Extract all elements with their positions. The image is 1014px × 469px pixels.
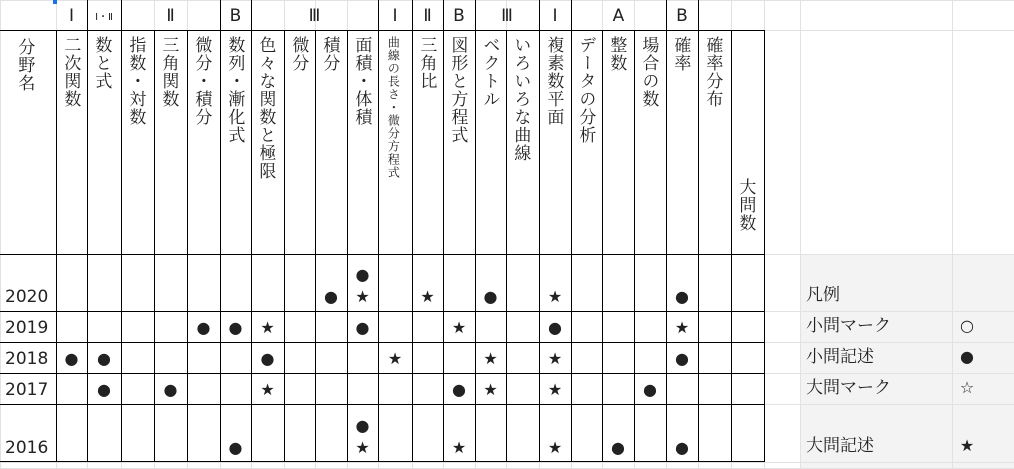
mark-symbol: ★	[260, 318, 275, 337]
column-border	[378, 30, 379, 462]
column-header: 大問数	[735, 178, 756, 232]
mark-symbol: ●	[163, 380, 178, 399]
column-header: 微分・積分	[191, 36, 212, 126]
row-border	[0, 311, 765, 312]
legend-item-label: 小問マーク	[806, 316, 891, 336]
column-header: データの分析	[575, 36, 596, 144]
year-label: 2020	[5, 287, 49, 307]
mark-symbol: ●	[64, 349, 79, 368]
column-border	[347, 30, 348, 462]
year-label: 2018	[5, 349, 49, 369]
legend-item-symbol: ★	[959, 436, 975, 455]
column-border	[284, 30, 285, 462]
group-label: Ⅱ	[423, 6, 432, 26]
legend-item-label: 大問マーク	[806, 378, 891, 398]
column-header: 色々な関数と極限	[255, 36, 276, 180]
mark-symbol: ★	[547, 380, 563, 399]
grid-col-line	[0, 0, 1, 468]
column-border	[506, 30, 507, 462]
column-header: 積分	[319, 36, 340, 72]
mark-symbol: ★	[355, 438, 370, 457]
group-label: Ⅰ	[68, 6, 74, 26]
mark-symbol: ●	[260, 349, 275, 368]
mark-symbol: ★	[674, 318, 690, 337]
mark-symbol: ★	[260, 380, 275, 399]
column-header: 三角関数	[158, 36, 179, 108]
group-label: Ⅰ	[552, 6, 558, 26]
mark-symbol: ●	[324, 287, 338, 306]
year-label: 2017	[5, 380, 49, 400]
column-header: 面積・体積	[351, 36, 372, 126]
group-label: A	[612, 6, 625, 26]
mark-symbol: ●	[675, 287, 689, 306]
column-border	[666, 30, 667, 462]
group-label: B	[453, 6, 465, 26]
mark-symbol: ★	[547, 287, 563, 306]
mark-symbol: ●	[355, 416, 370, 435]
mark-symbol: ●	[355, 265, 370, 284]
column-header: 指数・対数	[125, 36, 146, 126]
table-bottom-border	[0, 461, 765, 462]
column-header: 数と式	[91, 36, 112, 90]
column-border	[412, 30, 413, 462]
column-border	[698, 30, 699, 462]
column-header: ベクトル	[479, 36, 500, 108]
column-border	[731, 30, 732, 462]
mark-symbol: ●	[452, 380, 466, 399]
column-border	[602, 30, 603, 462]
mark-symbol: ●	[228, 438, 243, 457]
group-label: Ⅲ	[308, 6, 321, 26]
mark-symbol: ★	[547, 438, 563, 457]
column-header: いろいろな曲線	[510, 36, 531, 162]
year-label: 2016	[5, 438, 49, 458]
legend-item-label: 小問記述	[806, 347, 874, 367]
column-header: 図形と方程式	[447, 36, 468, 144]
mark-symbol: ●	[97, 380, 111, 399]
legend-item-label: 大問記述	[806, 436, 874, 456]
mark-symbol: ●	[196, 318, 211, 337]
row-border	[0, 254, 765, 255]
group-border	[698, 0, 699, 30]
group-label: Ⅰ	[392, 6, 398, 26]
mark-symbol: ●	[611, 438, 625, 457]
mark-symbol: ★	[355, 287, 370, 306]
column-border	[315, 30, 316, 462]
group-label: B	[676, 6, 688, 26]
mark-symbol: ●	[675, 349, 689, 368]
group-label: Ⅲ	[501, 6, 513, 26]
grid-col-line	[800, 0, 801, 468]
column-border	[571, 30, 572, 462]
column-header: 複素数平面	[543, 36, 564, 126]
mark-symbol: ●	[483, 287, 498, 306]
mark-symbol: ●	[228, 318, 243, 337]
column-header: 確率分布	[702, 36, 723, 108]
column-header: 確率	[670, 36, 691, 72]
selection-handle[interactable]	[53, 0, 57, 4]
grid-row-line	[0, 0, 1014, 1]
mark-symbol: ●	[675, 438, 689, 457]
legend-item-symbol: ○	[960, 316, 974, 335]
mark-symbol: ★	[387, 349, 403, 368]
mark-symbol: ●	[548, 318, 562, 337]
row-border	[0, 404, 765, 405]
legend-item-symbol: ☆	[959, 378, 975, 397]
table-right-border	[764, 30, 765, 462]
column-border	[121, 30, 122, 462]
table-top-border	[0, 30, 765, 31]
mark-symbol: ★	[483, 380, 498, 399]
legend-item-symbol: ●	[960, 347, 974, 366]
group-label: Ⅰ・Ⅱ	[95, 12, 113, 23]
year-label: 2019	[5, 318, 49, 338]
column-border	[220, 30, 221, 462]
column-header: 二次関数	[60, 36, 81, 108]
column-header: 整数	[606, 36, 627, 72]
column-header: 微分	[288, 36, 309, 72]
mark-symbol: ★	[547, 349, 563, 368]
grid-row-line	[0, 462, 1014, 463]
mark-symbol: ●	[355, 318, 370, 337]
column-header: 場合の数	[638, 36, 659, 108]
row-border	[0, 373, 765, 374]
mark-symbol: ★	[451, 438, 467, 457]
column-header: 曲線の長さ・微分方程式	[386, 36, 401, 179]
column-border	[56, 30, 57, 462]
grid-col-line	[952, 0, 953, 468]
column-border	[187, 30, 188, 462]
mark-symbol: ★	[451, 318, 467, 337]
group-label: B	[229, 6, 242, 26]
mark-symbol: ●	[97, 349, 111, 368]
group-label: Ⅱ	[166, 6, 175, 26]
mark-symbol: ★	[483, 349, 498, 368]
column-header: 三角比	[416, 36, 437, 90]
row-header-label: 分野名	[14, 38, 35, 92]
mark-symbol: ★	[420, 287, 435, 306]
column-header: 数列・漸化式	[224, 36, 245, 144]
row-border	[0, 342, 765, 343]
mark-symbol: ●	[643, 380, 657, 399]
legend-title: 凡例	[806, 285, 840, 305]
